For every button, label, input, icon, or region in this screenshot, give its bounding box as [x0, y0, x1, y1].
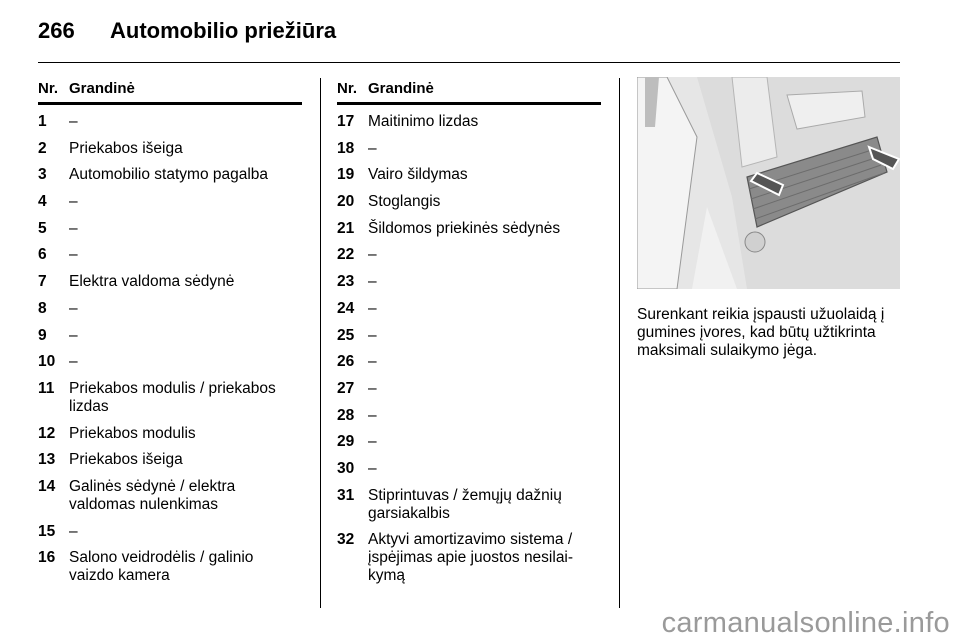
page-number: 266	[38, 18, 75, 43]
circuit-name: –	[368, 433, 377, 451]
circuit-name: Salono veidrodėlis / galinio vaizdo kamera	[69, 549, 254, 585]
circuit-name: Priekabos išeiga	[69, 451, 183, 469]
table-row	[337, 246, 601, 264]
circuit-name: Automobilio statymo pagalba	[69, 166, 269, 184]
table-row	[337, 353, 601, 371]
table-row	[38, 523, 302, 541]
fuse-number: 27	[337, 379, 355, 397]
table-row	[337, 140, 601, 158]
table-header	[337, 80, 601, 105]
circuit-name: –	[368, 326, 377, 344]
circuit-name: –	[368, 406, 377, 424]
table-row	[337, 300, 601, 318]
table-row	[38, 327, 302, 345]
table-row	[337, 166, 601, 184]
circuit-name: Šildomos priekinės sėdynės	[368, 219, 561, 237]
circuit-name: –	[69, 522, 78, 540]
table-row	[38, 193, 302, 211]
table-row	[38, 140, 302, 158]
fuse-number: 23	[337, 273, 355, 291]
fuse-number: 10	[38, 353, 56, 371]
fuse-number: 7	[38, 273, 47, 291]
table-row	[337, 531, 601, 585]
fuse-number: 31	[337, 486, 355, 504]
fuse-number: 13	[38, 451, 56, 469]
col-header-circuit: Grandinė	[368, 80, 434, 97]
circuit-name: Priekabos modulis / priekabos lizdas	[69, 379, 276, 415]
table-row	[337, 113, 601, 131]
circuit-name: Priekabos modulis	[69, 424, 196, 442]
circuit-name: –	[368, 459, 377, 477]
table-row	[38, 300, 302, 318]
fuse-number: 25	[337, 326, 355, 344]
fuse-number: 28	[337, 406, 355, 424]
table-row	[337, 433, 601, 451]
circuit-name: –	[368, 139, 377, 157]
table-row	[38, 478, 302, 514]
table-row	[337, 460, 601, 478]
fuse-number: 19	[337, 166, 355, 184]
circuit-name: –	[69, 113, 78, 130]
circuit-name: Stiprintuvas / žemųjų dažnių garsiakalbis	[368, 486, 562, 522]
circuit-name: –	[368, 353, 377, 371]
fuse-number: 9	[38, 326, 47, 344]
fuse-number: 1	[38, 113, 47, 130]
circuit-name: –	[69, 353, 78, 371]
fuse-number: 15	[38, 522, 56, 540]
circuit-name: –	[69, 193, 78, 211]
circuit-name: Aktyvi amortizavimo sistema / įspėjimas apie juostos nesilai-kymą	[368, 531, 574, 585]
fuse-number: 32	[337, 531, 355, 549]
table-header	[38, 80, 302, 105]
fuse-number: 11	[38, 379, 55, 397]
fuse-number: 16	[38, 549, 56, 567]
table-body	[38, 113, 302, 585]
circuit-name: Elektra valdoma sėdynė	[69, 273, 235, 291]
table-row	[38, 220, 302, 238]
circuit-name: –	[368, 299, 377, 317]
table-row	[337, 487, 601, 523]
circuit-name: Priekabos išeiga	[69, 139, 183, 157]
table-row	[38, 166, 302, 184]
table-row	[38, 380, 302, 416]
table-row	[337, 273, 601, 291]
table-row	[337, 327, 601, 345]
header-rule	[38, 62, 900, 63]
fuse-number: 14	[38, 477, 56, 495]
fuse-table-left	[38, 80, 302, 594]
table-row	[38, 273, 302, 291]
fuse-number: 20	[337, 193, 355, 211]
circuit-name: –	[368, 273, 377, 291]
page-header	[38, 18, 336, 44]
fuse-number: 22	[337, 246, 355, 264]
table-row	[337, 407, 601, 425]
circuit-name: –	[69, 299, 78, 317]
circuit-name: –	[368, 379, 377, 397]
circuit-name: Stoglangis	[368, 193, 441, 211]
illustration-svg	[637, 77, 900, 289]
column-separator	[619, 78, 620, 608]
fuse-number: 12	[38, 424, 56, 442]
fuse-number: 4	[38, 193, 47, 211]
col-header-nr: Nr.	[337, 80, 358, 97]
circuit-name: Vairo šildymas	[368, 166, 468, 184]
fuse-number: 24	[337, 299, 355, 317]
fuse-number: 26	[337, 353, 355, 371]
fuse-number: 30	[337, 459, 355, 477]
fuse-number: 21	[337, 219, 355, 237]
fuse-number: 29	[337, 433, 355, 451]
fuse-number: 3	[38, 166, 47, 184]
table-row	[38, 113, 302, 131]
page-title: Automobilio priežiūra	[110, 18, 337, 43]
table-row	[337, 220, 601, 238]
table-row	[38, 451, 302, 469]
fuse-number: 5	[38, 219, 47, 237]
table-body	[337, 113, 601, 585]
table-row	[337, 380, 601, 398]
fuse-number: 8	[38, 299, 47, 317]
circuit-name: –	[69, 219, 78, 237]
figure-caption: Surenkant reikia įspausti užuolaidą į gumines įvores, kad būtų užtikrinta maksimali sulaikymo jėga.	[637, 306, 885, 359]
watermark: carmanualsonline.info	[661, 607, 950, 639]
circuit-name: Galinės sėdynė / elektra valdomas nulenkimas	[69, 477, 236, 513]
column-separator	[320, 78, 321, 608]
fuse-table-right	[337, 80, 601, 594]
fuse-number: 18	[337, 139, 355, 157]
fuse-number: 2	[38, 139, 47, 157]
cargo-curtain-illustration	[637, 77, 900, 289]
table-row	[38, 425, 302, 443]
table-row	[38, 353, 302, 371]
circuit-name: Maitinimo lizdas	[368, 113, 479, 130]
col-header-circuit: Grandinė	[69, 80, 135, 97]
circuit-name: –	[69, 326, 78, 344]
table-row	[337, 193, 601, 211]
fuse-number: 17	[337, 113, 355, 130]
fuse-number: 6	[38, 246, 47, 264]
circuit-name: –	[368, 246, 377, 264]
col-header-nr: Nr.	[38, 80, 59, 97]
circuit-name: –	[69, 246, 78, 264]
table-row	[38, 246, 302, 264]
table-row	[38, 549, 302, 585]
